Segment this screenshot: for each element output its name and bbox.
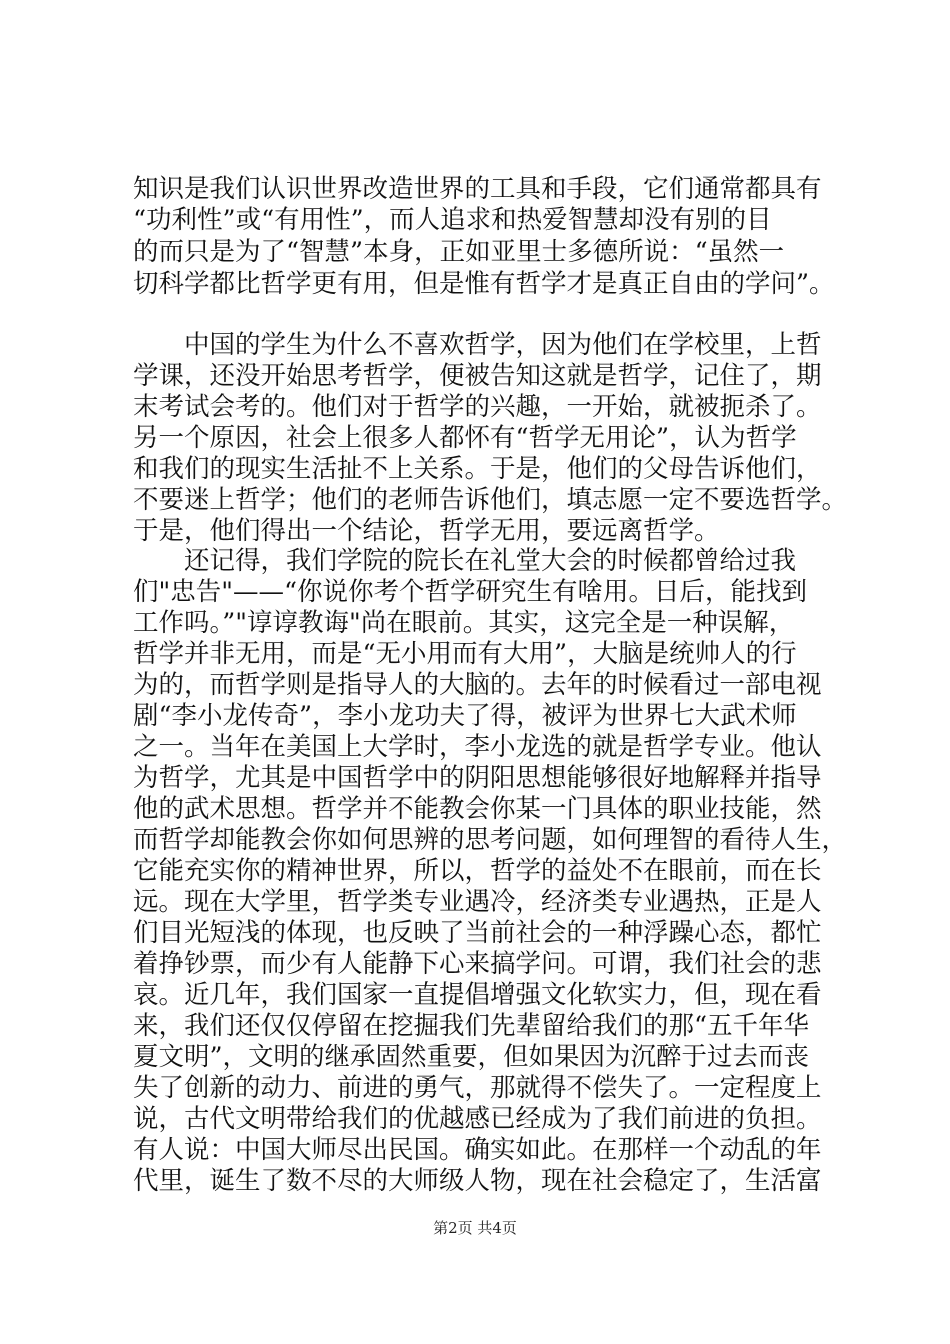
text-line: 着挣钞票，而少有人能静下心来搞学问。可谓，我们社会的悲	[133, 949, 822, 979]
text-line: 远。现在大学里，哲学类专业遇冷，经济类专业遇热，正是人	[133, 887, 822, 917]
text-line: 还记得，我们学院的院长在礼堂大会的时候都曾给过我	[133, 546, 797, 576]
text-line: 知识是我们认识世界改造世界的工具和手段，它们通常都具有	[133, 174, 822, 204]
text-line: 哲学并非无用，而是“无小用而有大用”，大脑是统帅人的行	[133, 639, 797, 669]
text-line: 和我们的现实生活扯不上关系。于是，他们的父母告诉他们，	[133, 454, 822, 484]
text-line: 们目光短浅的体现，也反映了当前社会的一种浮躁心态，都忙	[133, 918, 822, 948]
text-line: 之一。当年在美国上大学时，李小龙选的就是哲学专业。他认	[133, 732, 822, 762]
text-line: 失了创新的动力、前进的勇气，那就得不偿失了。一定程度上	[133, 1073, 822, 1103]
text-line: 们"忠告"——“你说你考个哲学研究生有啥用。日后，能找到	[133, 577, 807, 607]
text-line: 不要迷上哲学；他们的老师告诉他们，填志愿一定不要选哲学。	[133, 485, 848, 515]
text-line: 说，古代文明带给我们的优越感已经成为了我们前进的负担。	[133, 1104, 822, 1134]
text-line: 的而只是为了“智慧”本身，正如亚里士多德所说：“虽然一	[133, 237, 785, 267]
text-line: 为哲学，尤其是中国哲学中的阴阳思想能够很好地解释并指导	[133, 763, 822, 793]
text-line: 为的，而哲学则是指导人的大脑的。去年的时候看过一部电视	[133, 670, 822, 700]
text-line: “功利性”或“有用性”，而人追求和热爱智慧却没有别的目	[133, 205, 772, 235]
text-line: 剧“李小龙传奇”，李小龙功夫了得，被评为世界七大武术师	[133, 701, 797, 731]
text-line: 他的武术思想。哲学并不能教会你某一门具体的职业技能，然	[133, 794, 822, 824]
text-line: 有人说：中国大师尽出民国。确实如此。在那样一个动乱的年	[133, 1135, 822, 1165]
text-line: 末考试会考的。他们对于哲学的兴趣，一开始，就被扼杀了。	[133, 392, 822, 422]
text-line: 切科学都比哲学更有用，但是惟有哲学才是真正自由的学问”。	[133, 269, 835, 299]
text-line: 工作吗。”"谆谆教诲"尚在眼前。其实，这完全是一种误解，	[133, 608, 795, 638]
page-number-footer: 第2页 共4页	[433, 1219, 517, 1237]
text-line: 哀。近几年，我们国家一直提倡增强文化软实力，但，现在看	[133, 980, 822, 1010]
text-line: 它能充实你的精神世界，所以，哲学的益处不在眼前，而在长	[133, 856, 822, 886]
text-line: 于是，他们得出一个结论，哲学无用，要远离哲学。	[133, 516, 720, 546]
text-line: 而哲学却能教会你如何思辨的思考问题，如何理智的看待人生，	[133, 825, 848, 855]
text-line: 来，我们还仅仅停留在挖掘我们先辈留给我们的那“五千年华	[133, 1011, 810, 1041]
text-line: 中国的学生为什么不喜欢哲学，因为他们在学校里，上哲	[133, 330, 822, 360]
text-line: 学课，还没开始思考哲学，便被告知这就是哲学，记住了，期	[133, 361, 822, 391]
text-line: 夏文明”，文明的继承固然重要，但如果因为沉醉于过去而丧	[133, 1042, 810, 1072]
text-line: 代里，诞生了数不尽的大师级人物，现在社会稳定了，生活富	[133, 1166, 822, 1196]
text-line: 另一个原因，社会上很多人都怀有“哲学无用论”，认为哲学	[133, 423, 797, 453]
